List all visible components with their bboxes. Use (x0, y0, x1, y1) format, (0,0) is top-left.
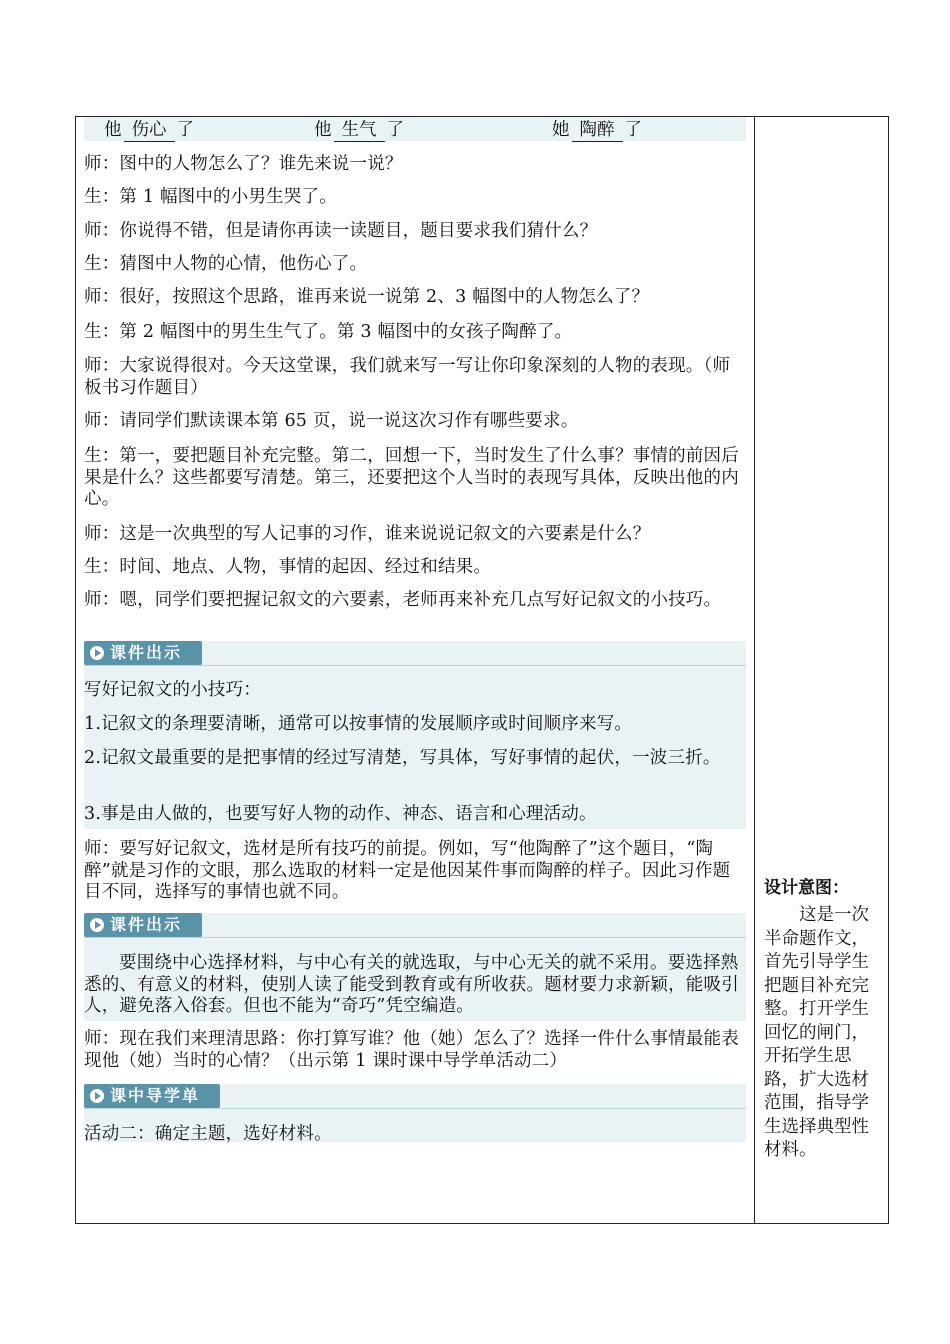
design-intent-heading: 设计意图： (764, 878, 849, 898)
lesson-table (75, 116, 889, 1224)
tag-underline (84, 1108, 746, 1109)
tag-underline (84, 665, 746, 666)
fill-blank: 陶醉 (572, 119, 623, 142)
tip-item: 3.事是由人做的，也要写好人物的动作、神态、语言和心理活动。 (84, 804, 597, 824)
tip-item: 1.记叙文的条理要清晰，通常可以按事情的发展顺序或时间顺序来写。 (84, 714, 633, 734)
dialogue-line: 生：第一，要把题目补充完整。第二，回想一下，当时发生了什么事？事情的前因后果是什么？这些都要写清楚。第三，还要把这个人当时的表现写具体，反映出他的内心。 (84, 446, 739, 509)
dialogue-line: 生：第 2 幅图中的男生生气了。第 3 幅图中的女孩子陶醉了。 (84, 322, 573, 342)
tips-title: 写好记叙文的小技巧： (84, 680, 261, 700)
dialogue-line: 生：猜图中人物的心情，他伤心了。 (84, 254, 368, 274)
dialogue-line: 师：请同学们默读课本第 65 页，说一说这次习作有哪些要求。 (84, 411, 579, 431)
guide-tag: 课中导学单 (84, 1084, 220, 1108)
dialogue-line: 师：现在我们来理清思路：你打算写谁？他（她）怎么了？选择一件什么事情最能表现他（她）当时的心情？（出示第 1 课时课中导学单活动二） (84, 1029, 739, 1071)
dialogue-line: 师：这是一次典型的写人记事的习作，谁来说说记叙文的六要素是什么？ (84, 524, 651, 544)
fill-item: 他 生气 了 (314, 120, 404, 140)
dialogue-line: 生：时间、地点、人物，事情的起因、经过和结果。 (84, 557, 492, 577)
tip-item: 2.记叙文最重要的是把事情的经过写清楚，写具体，写好事情的起伏，一波三折。 (84, 748, 721, 768)
fill-item: 他 伤心 了 (104, 120, 194, 140)
fill-blank: 生气 (334, 119, 385, 142)
material-text: 要围绕中心选择材料，与中心有关的就选取，与中心无关的就不采用。要选择熟悉的、有意义的材料，使别人读了能受到教育或有所收获。题材要力求新颖，能吸引人，避免落入俗套。但也不能为“奇巧”凭空编造。 (84, 953, 739, 1016)
dialogue-line: 师：图中的人物怎么了？谁先来说一说？ (84, 154, 403, 174)
fill-row (84, 119, 746, 141)
dialogue-line: 师：很好，按照这个思路，谁再来说一说第 2、3 幅图中的人物怎么了？ (84, 287, 650, 307)
design-intent-text: 这是一次半命题作文，首先引导学生把题目补充完整。打开学生回忆的闸门，开拓学生思路，扩大选材范围，指导学生选择典型性材料。 (764, 905, 869, 1160)
dialogue-line: 师：大家说得很对。今天这堂课，我们就来写一写让你印象深刻的人物的表现。（师板书习作题目） (84, 356, 731, 398)
play-icon (90, 918, 104, 932)
column-divider (754, 117, 755, 1223)
dialogue-line: 生：第 1 幅图中的小男生哭了。 (84, 187, 337, 207)
courseware-tag: 课件出示 (84, 641, 202, 665)
dialogue-line: 师：你说得不错，但是请你再读一读题目，题目要求我们猜什么？ (84, 221, 598, 241)
tag-underline (84, 937, 746, 938)
courseware-tag: 课件出示 (84, 913, 202, 937)
dialogue-line: 师：要写好记叙文，选材是所有技巧的前提。例如，写“他陶醉了”这个题目，“陶醉”就是习作的文眼，那么选取的材料一定是他因某件事而陶醉的样子。因此习作题目不同，选择写的事情也就不同。 (84, 839, 731, 902)
play-icon (90, 1089, 104, 1103)
play-icon (90, 646, 104, 660)
fill-blank: 伤心 (124, 119, 175, 142)
fill-item: 她 陶醉 了 (552, 120, 642, 140)
dialogue-line: 师：嗯，同学们要把握记叙文的六要素，老师再来补充几点写好记叙文的小技巧。 (84, 590, 722, 610)
activity-line: 活动二：确定主题，选好材料。 (84, 1124, 332, 1144)
